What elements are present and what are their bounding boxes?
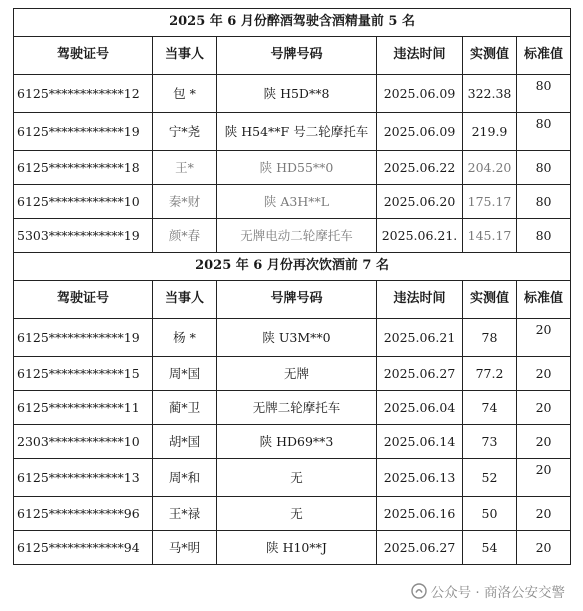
value-cell: 204.20 [463,151,517,185]
person-cell: 王*禄 [153,497,217,531]
license-cell: 5303************19 [14,219,153,253]
person-cell: 马*明 [153,531,217,565]
plate-cell: 陕 HD55**0 [217,151,377,185]
license-cell: 6125************12 [14,75,153,113]
section1-header-row [14,37,571,75]
standard-cell: 80 [517,185,571,219]
value-cell: 322.38 [463,75,517,113]
person-cell: 包 * [153,75,217,113]
license-cell: 2303************10 [14,425,153,459]
standard-cell: 20 [517,357,571,391]
person-cell: 秦*财 [153,185,217,219]
date-cell: 2025.06.13 [377,459,463,497]
plate-cell: 无牌二轮摩托车 [217,391,377,425]
table-row [14,319,571,357]
header-person: 当事人 [153,281,217,319]
value-cell: 175.17 [463,185,517,219]
section1-title: 2025 年 6 月份醉酒驾驶含酒精量前 5 名 [14,9,571,37]
standard-cell: 20 [517,531,571,565]
person-cell: 周*和 [153,459,217,497]
value-cell: 52 [463,459,517,497]
section1-title-row [14,9,571,37]
standard-cell: 80 [517,219,571,253]
standard-cell: 80 [517,113,571,151]
plate-cell: 陕 HD69**3 [217,425,377,459]
section2-title-row [14,253,571,281]
person-cell: 宁*尧 [153,113,217,151]
table-row [14,113,571,151]
person-cell: 杨 * [153,319,217,357]
date-cell: 2025.06.22 [377,151,463,185]
license-cell: 6125************11 [14,391,153,425]
license-cell: 6125************96 [14,497,153,531]
header-value: 实测值 [463,37,517,75]
license-cell: 6125************18 [14,151,153,185]
plate-cell: 陕 U3M**0 [217,319,377,357]
header-license: 驾驶证号 [14,281,153,319]
header-value: 实测值 [463,281,517,319]
plate-cell: 无牌电动二轮摩托车 [217,219,377,253]
standard-cell: 20 [517,425,571,459]
table-row [14,425,571,459]
wechat-official-account-icon [411,583,427,599]
header-license: 驾驶证号 [14,37,153,75]
table-row [14,459,571,497]
plate-cell: 陕 H10**J [217,531,377,565]
date-cell: 2025.06.04 [377,391,463,425]
date-cell: 2025.06.09 [377,75,463,113]
value-cell: 78 [463,319,517,357]
header-plate: 号牌号码 [217,281,377,319]
value-cell: 145.17 [463,219,517,253]
date-cell: 2025.06.16 [377,497,463,531]
standard-cell: 20 [517,497,571,531]
header-standard: 标准值 [517,281,571,319]
watermark [411,581,565,601]
section2-header-row [14,281,571,319]
standard-cell: 20 [517,459,571,497]
value-cell: 74 [463,391,517,425]
table-row [14,391,571,425]
report-sheet [13,8,570,565]
plate-cell: 无 [217,497,377,531]
person-cell: 王* [153,151,217,185]
table-row [14,497,571,531]
date-cell: 2025.06.14 [377,425,463,459]
date-cell: 2025.06.20 [377,185,463,219]
section2-title: 2025 年 6 月份再次饮酒前 7 名 [14,253,571,281]
table-row [14,357,571,391]
standard-cell: 80 [517,75,571,113]
plate-cell: 陕 H5D**8 [217,75,377,113]
header-date: 违法时间 [377,37,463,75]
person-cell: 蔺*卫 [153,391,217,425]
plate-cell: 无牌 [217,357,377,391]
license-cell: 6125************19 [14,319,153,357]
header-person: 当事人 [153,37,217,75]
table-row [14,151,571,185]
person-cell: 周*国 [153,357,217,391]
license-cell: 6125************19 [14,113,153,151]
table-row [14,185,571,219]
drunk-driving-table [13,8,571,565]
date-cell: 2025.06.09 [377,113,463,151]
license-cell: 6125************10 [14,185,153,219]
table-row [14,531,571,565]
table-row [14,219,571,253]
standard-cell: 20 [517,391,571,425]
person-cell: 颜*春 [153,219,217,253]
license-cell: 6125************13 [14,459,153,497]
plate-cell: 无 [217,459,377,497]
plate-cell: 陕 A3H**L [217,185,377,219]
person-cell: 胡*国 [153,425,217,459]
standard-cell: 20 [517,319,571,357]
date-cell: 2025.06.21. [377,219,463,253]
value-cell: 73 [463,425,517,459]
license-cell: 6125************15 [14,357,153,391]
standard-cell: 80 [517,151,571,185]
value-cell: 77.2 [463,357,517,391]
header-standard: 标准值 [517,37,571,75]
header-plate: 号牌号码 [217,37,377,75]
date-cell: 2025.06.21 [377,319,463,357]
plate-cell: 陕 H54**F 号二轮摩托车 [217,113,377,151]
license-cell: 6125************94 [14,531,153,565]
date-cell: 2025.06.27 [377,531,463,565]
table-row [14,75,571,113]
value-cell: 219.9 [463,113,517,151]
date-cell: 2025.06.27 [377,357,463,391]
value-cell: 54 [463,531,517,565]
watermark-text: 公众号 · 商洛公安交警 [430,585,565,601]
header-date: 违法时间 [377,281,463,319]
value-cell: 50 [463,497,517,531]
